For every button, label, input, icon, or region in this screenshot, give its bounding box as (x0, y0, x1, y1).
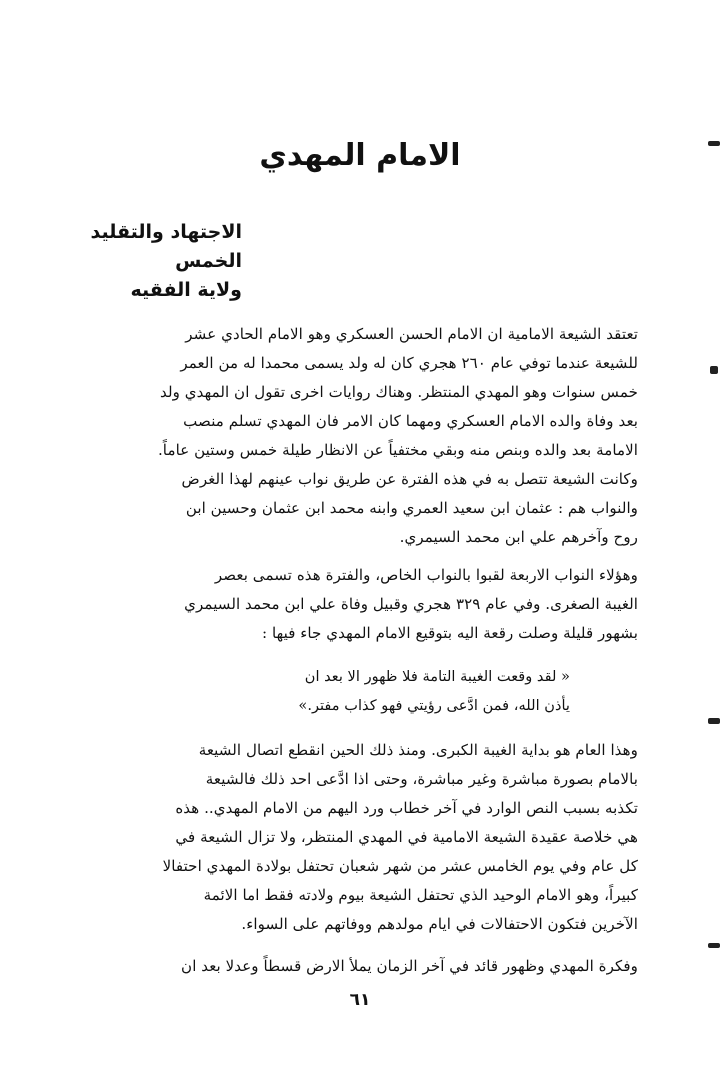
text-line: الغيبة الصغرى. وفي عام ٣٢٩ هجري وقبيل وفاة علي ابن محمد السيمري (184, 595, 638, 613)
text-line: وهذا العام هو بداية الغيبة الكبرى. ومنذ ذلك الحين انقطع اتصال الشيعة (198, 741, 638, 759)
text-line: بعد وفاة والده الامام العسكري ومهما كان الامر فان المهدي تسلم منصب (183, 412, 638, 430)
scan-edge-mark (710, 366, 718, 374)
text-line: روح وآخرهم علي ابن محمد السيمري. (399, 528, 638, 546)
paragraph-2 (78, 561, 638, 648)
text-line: والنواب هم : عثمان ابن سعيد العمري وابنه محمد ابن عثمان وحسين ابن (185, 499, 638, 517)
text-line: للشيعة عندما توفي عام ٢٦٠ هجري كان له ولد يسمى محمدا له من العمر (180, 354, 638, 372)
scan-edge-mark (708, 141, 720, 146)
quoted-text (150, 662, 570, 720)
text-line: تعتقد الشيعة الامامية ان الامام الحسن العسكري وهو الامام الحادي عشر (185, 325, 638, 343)
text-line: الآخرين فتكون الاحتفالات في ايام مولدهم ووفاتهم على السواء. (241, 915, 638, 933)
page-number: ٦١ (349, 990, 371, 1010)
text-line: كل عام وفي يوم الخامس عشر من شهر شعبان تحتفل بولادة المهدي احتفالا (162, 857, 638, 875)
text-line: وفكرة المهدي وظهور قائد في آخر الزمان يملأ الارض قسطاً وعدلا بعد ان (181, 957, 638, 975)
text-line: وهؤلاء النواب الاربعة لقبوا بالنواب الخاص، والفترة هذه تسمى بعصر (214, 566, 638, 584)
text-line: خمس سنوات وهو المهدي المنتظر. وهناك روايات اخرى تقول ان المهدي ولد (159, 383, 638, 401)
page-title: الامام المهدي (259, 138, 461, 173)
paragraph-1 (78, 320, 638, 552)
text-line: الامامة بعد والده وبنص منه وبقي مختفياً عن الانظار طيلة خمس وستين عاماً. (157, 441, 638, 459)
text-line: هي خلاصة عقيدة الشيعة الامامية في المهدي المنتظر، ولا تزال الشيعة في (175, 828, 638, 846)
quote-line: « لقد وقعت الغيبة التامة فلا ظهور الا بعد ان (304, 668, 570, 685)
scan-edge-mark (708, 943, 720, 948)
text-line: تكذبه بسبب النص الوارد في آخر خطاب ورد اليهم من الامام المهدي.. هذه (175, 799, 638, 817)
paragraph-4 (78, 952, 638, 981)
text-line: بشهور قليلة وصلت رقعة اليه بتوقيع الامام المهدي جاء فيها : (262, 624, 638, 642)
text-line: وكانت الشيعة تتصل به في هذه الفترة عن طريق نواب عينهم لهذا الغرض (181, 470, 638, 488)
topic-item: الاجتهاد والتقليد (90, 221, 242, 243)
topic-list (42, 218, 242, 305)
scan-edge-mark (708, 718, 720, 724)
text-line: بالامام بصورة مباشرة وغير مباشرة، وحتى اذا ادَّعى احد ذلك فالشيعة (205, 770, 638, 788)
paragraph-3 (78, 736, 638, 939)
quote-line: يأذن الله، فمن ادَّعى رؤيتي فهو كذاب مفتر.» (298, 697, 570, 714)
topic-item: الخمس (175, 250, 242, 272)
text-line: كبيراً، وهو الامام الوحيد الذي تحتفل الشيعة بيوم ولادته فقط اما الائمة (203, 886, 638, 904)
topic-item: ولاية الفقيه (130, 279, 242, 301)
